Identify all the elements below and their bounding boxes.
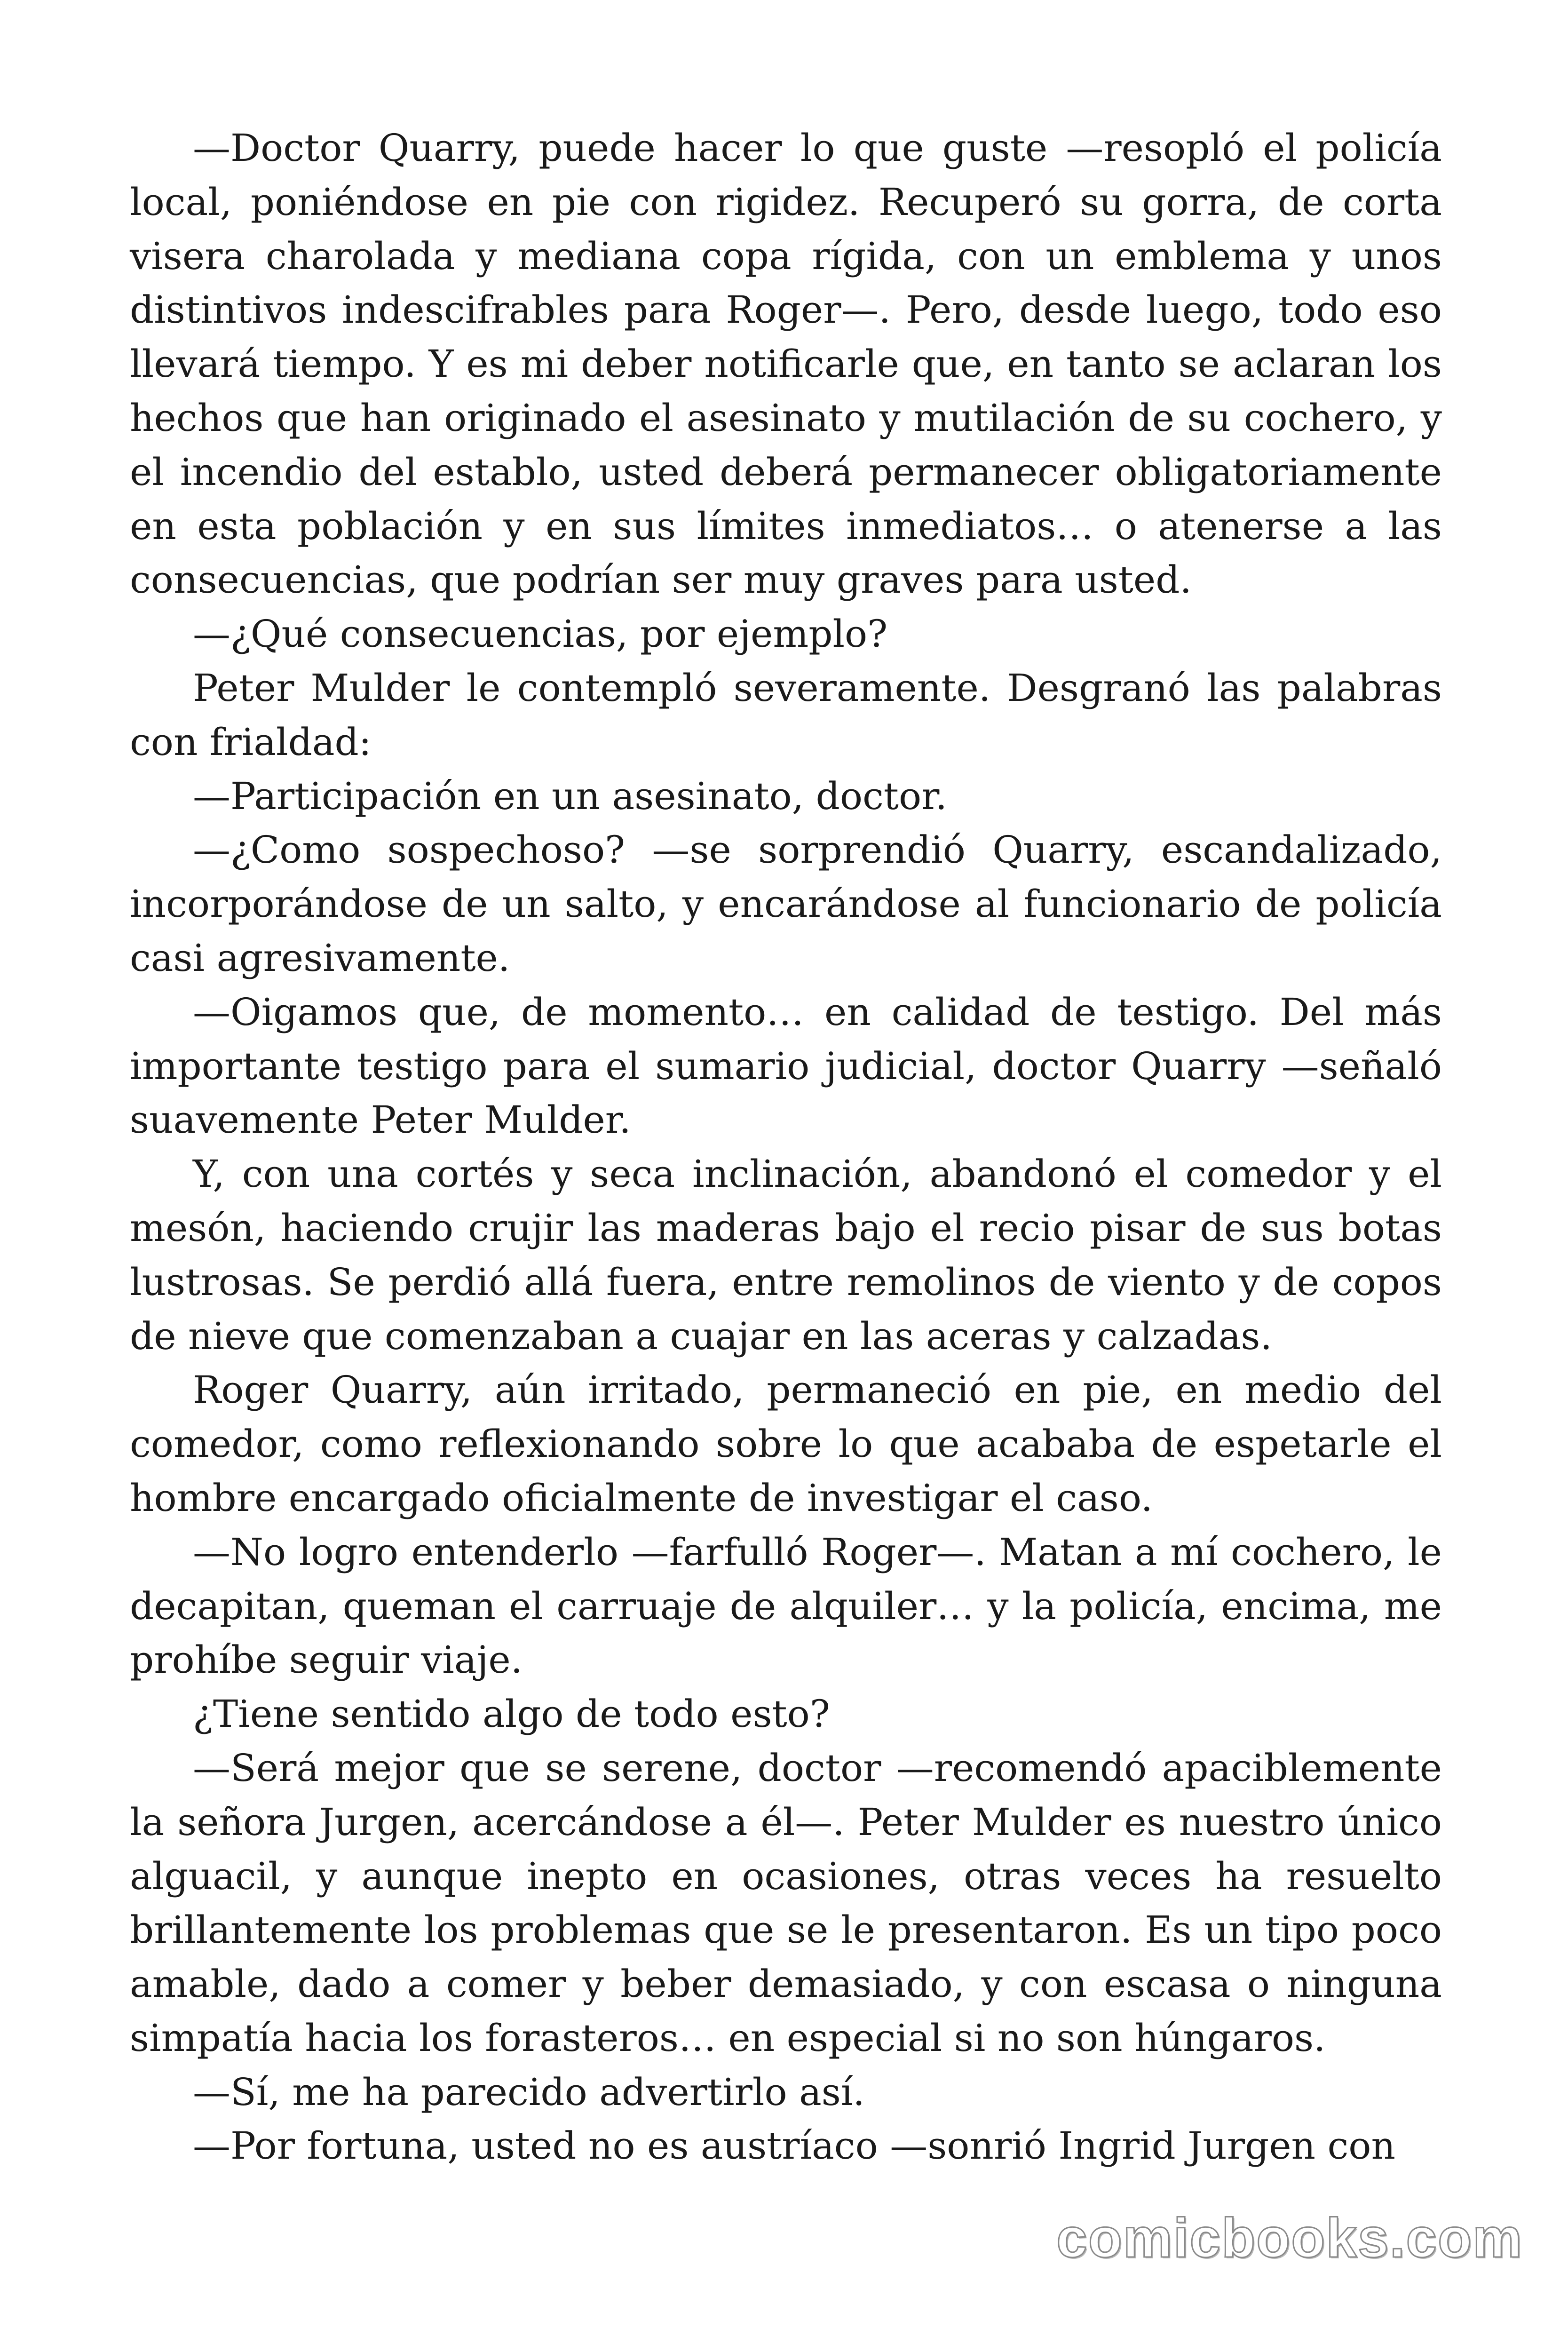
paragraph-11: —Será mejor que se serene, doctor —recomendó apaciblemente la señora Jurgen, acercándose a él—. Peter Mulder es nuestro único alguacil, y aunque inepto en ocasiones, otras veces ha resuelto brillantemente los problemas que se le presentaron. Es un tipo poco amable, dado a comer y beber demasiado, y con escasa o ninguna simpatía hacia los forasteros… en especial si no son húngaros. (130, 1746, 1442, 2060)
paragraph-13: —Por fortuna, usted no es austríaco —sonrió Ingrid Jurgen con (193, 2124, 1395, 2168)
paragraph-1: —Doctor Quarry, puede hacer lo que guste —resopló el policía local, poniéndose en pie con rigidez. Recuperó su gorra, de corta visera charolada y mediana copa rígida, con un emblema y unos distintivos indescifrables para Roger—. Pero, desde luego, todo eso llevará tiempo. Y es mi deber notificarle que, en tanto se aclaran los hechos que han originado el asesinato y mutilación de su cochero, y el incendio del establo, usted deberá permanecer obligatoriamente en esta población y en sus límites inmediatos… o atenerse a las consecuencias, que podrían ser muy graves para usted. (130, 126, 1442, 602)
paragraph-10: ¿Tiene sentido algo de todo esto? (193, 1692, 830, 1736)
paragraph-6: —Oigamos que, de momento… en calidad de testigo. Del más importante testigo para el sumario judicial, doctor Quarry —señaló suavemente Peter Mulder. (130, 990, 1442, 1142)
paragraph-8: Roger Quarry, aún irritado, permaneció en pie, en medio del comedor, como reflexionando sobre lo que acababa de espetarle el hombre encargado oficialmente de investigar el caso. (130, 1368, 1442, 1520)
paragraph-2: —¿Qué consecuencias, por ejemplo? (193, 612, 888, 656)
paragraph-5: —¿Como sospechoso? —se sorprendió Quarry, escandalizado, incorporándose de un salto, y encarándose al funcionario de policía casi agresivamente. (130, 828, 1442, 980)
paragraph-12: —Sí, me ha parecido advertirlo así. (193, 2070, 865, 2114)
page-body (130, 121, 1442, 2173)
paragraph-7: Y, con una cortés y seca inclinación, abandonó el comedor y el mesón, haciendo crujir las maderas bajo el recio pisar de sus botas lustrosas. Se perdió allá fuera, entre remolinos de viento y de copos de nieve que comenzaban a cuajar en las aceras y calzadas. (130, 1152, 1442, 1358)
paragraph-4: —Participación en un asesinato, doctor. (193, 774, 947, 818)
watermark: comicbooks.com (1056, 2207, 1523, 2269)
paragraph-3: Peter Mulder le contempló severamente. Desgranó las palabras con frialdad: (130, 666, 1442, 764)
paragraph-9: —No logro entenderlo —farfulló Roger—. Matan a mí cochero, le decapitan, queman el carruaje de alquiler… y la policía, encima, me prohíbe seguir viaje. (130, 1530, 1442, 1682)
